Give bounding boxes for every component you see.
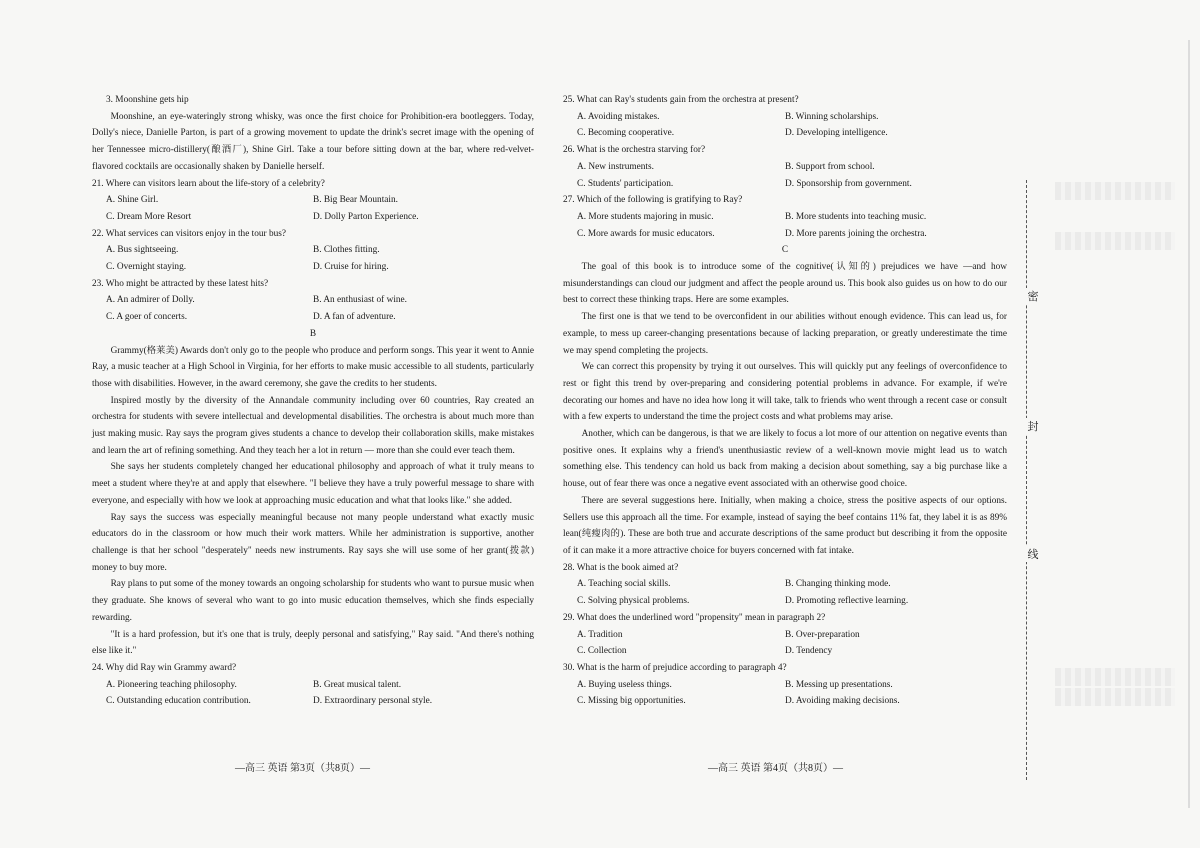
page-footer-left: —高三 英语 第3页（共8页）— [235,763,370,774]
question-28: 28. What is the book aimed at? [563,562,679,573]
option-d: D. Sponsorship from government. [785,178,912,189]
option-b: B. An enthusiast of wine. [313,295,407,306]
page-footer-right: —高三 英语 第4页（共8页）— [708,763,843,774]
option-a: A. Buying useless things. [577,679,672,690]
passage-paragraph: Moonshine, an eye-wateringly strong whisky, was once the first choice for Prohibition-era bootleggers. Today, Dolly's niece, Danielle Parton, is part of a growing movement to update the drink's secret image with the opening of her Tennessee micro-distillery(酿酒厂), Shine Girl. Take a tour before sitting down at the bar, where red-velvet-flavored cocktails are occasionally shaken by Danielle herself. [92,111,534,172]
passage-paragraph: Another, which can be dangerous, is that we are likely to focus a lot more of our attention on negative events than positive ones. It explains why a friend's unenthusiastic review of a well-known movie might lead us to watch something else. This tendency can hold us back from making a decision about something, say a big purchase like a house, out of fear there was once a negative event associated with an otherwise good choice. [563,429,1007,490]
option-c: C. Overnight staying. [106,262,187,273]
option-b: B. Messing up presentations. [785,679,893,690]
options-row [92,677,534,694]
option-a: A. New instruments. [577,161,654,172]
left-column [92,92,534,710]
options-row [563,593,1007,610]
option-c: C. Outstanding education contribution. [106,696,251,707]
option-c: C. Students' participation. [577,178,674,189]
right-column [563,92,1007,710]
question-29: 29. What does the underlined word "propensity" mean in paragraph 2? [563,612,826,623]
option-d: D. Extraordinary personal style. [313,696,433,707]
option-b: B. More students into teaching music. [785,211,927,222]
options-row [92,209,534,226]
options-row [92,259,534,276]
options-row [563,693,1007,710]
passage-paragraph: There are several suggestions here. Initially, when making a choice, stress the positive aspects of our options. Sellers use this approach all the time. For example, instead of saying the beef contains 11% fat, they label it is as 89% lean(纯瘦肉的). These are both true and accurate descriptions of the same product but describing it from the opposite of it can make it a more attractive choice for buyers concerned with fat intake. [563,495,1007,556]
option-d: D. Tendency [785,646,833,657]
option-d: D. Cruise for hiring. [313,262,389,273]
question-23: 23. Who might be attracted by these latest hits? [92,278,269,289]
question-25: 25. What can Ray's students gain from the orchestra at present? [563,95,799,105]
question-30: 30. What is the harm of prejudice according to paragraph 4? [563,662,787,673]
option-a: A. Tradition [577,629,623,640]
scan-shading [1055,668,1175,686]
options-row [92,242,534,259]
options-row [92,292,534,309]
binding-line [1026,180,1041,780]
binding-char-line: 线 [1026,546,1040,562]
options-row [563,677,1007,694]
option-d: D. Promoting reflective learning. [785,596,909,607]
options-row [92,192,534,209]
page-edge [1188,40,1190,808]
question-24: 24. Why did Ray win Grammy award? [92,662,237,673]
passage-paragraph: Ray says the success was especially meaningful because not many people understand what exactly music educators do in the classroom or how much their work matters. While her administration is supportive, another challenge is that her school "desperately" needs new instruments. Ray says she will use some of her grant(拨款) money to buy more. [92,512,534,573]
option-d: D. Avoiding making decisions. [785,696,900,707]
option-a: A. Teaching social skills. [577,579,671,590]
option-b: B. Clothes fitting. [313,245,380,256]
options-row [563,159,1007,176]
text-heading: 3. Moonshine gets hip [106,95,189,105]
option-d: D. Developing intelligence. [785,128,888,139]
options-row [563,576,1007,593]
options-row [92,309,534,326]
option-b: B. Over-preparation [785,629,860,640]
option-d: D. Dolly Parton Experience. [313,211,419,222]
option-a: A. More students majoring in music. [577,211,714,222]
scan-shading [1055,182,1175,200]
question-26: 26. What is the orchestra starving for? [563,145,706,156]
option-c: C. Missing big opportunities. [577,696,686,707]
passage-paragraph: "It is a hard profession, but it's one that is truly, deeply personal and satisfying," Ray said. "And there's nothing else like it." [92,629,534,657]
passage-paragraph: The goal of this book is to introduce some of the cognitive(认知的) prejudices we have —and how misunderstandings can cloud our judgment and affect the people around us. This book also guides us on how to do our best to correct these thinking traps. Here are some examples. [563,262,1007,306]
question-27: 27. Which of the following is gratifying to Ray? [563,195,743,206]
option-c: C. More awards for music educators. [577,228,715,239]
passage-paragraph: We can correct this propensity by trying it out ourselves. This will quickly put any feelings of overconfidence to rest or fight this trend by over-preparing and considering potential problems in advance. For example, if we're decorating our homes and have no idea how long it will take, talk to friends who went through a recent case or consult with a few experts to understand the time the project costs and what problems may arise. [563,362,1007,423]
option-b: B. Support from school. [785,161,875,172]
question-22: 22. What services can visitors enjoy in the tour bus? [92,228,286,239]
passage-paragraph: Grammy(格莱美) Awards don't only go to the people who produce and perform songs. This year it went to Annie Ray, a music teacher at a High School in Virginia, for her efforts to make music accessible to all students, particularly those with disabilities. However, in the award ceremony, she gave the credits to her students. [92,345,534,389]
option-a: A. Avoiding mistakes. [577,111,660,122]
options-row [563,125,1007,142]
option-b: B. Winning scholarships. [785,111,879,122]
scan-shading [1055,688,1175,706]
option-d: D. A fan of adventure. [313,312,396,323]
option-c: C. Solving physical problems. [577,596,690,607]
option-d: D. More parents joining the orchestra. [785,228,927,239]
options-row [563,643,1007,660]
option-a: A. Pioneering teaching philosophy. [106,679,237,690]
options-row [563,627,1007,644]
options-row [563,176,1007,193]
option-c: C. Dream More Resort [106,211,192,222]
passage-paragraph: Ray plans to put some of the money towards an ongoing scholarship for students who want to pursue music when they graduate. She knows of several who want to go into music education themselves, which she finds especially rewarding. [92,579,534,623]
options-row [563,109,1007,126]
option-c: C. Collection [577,646,627,657]
binding-char-seal: 密 [1026,288,1040,304]
passage-paragraph: Inspired mostly by the diversity of the Annandale community including over 60 countries, Ray created an orchestra for students with severe intellectual and developmental disabilities. The orchestra is about much more than just making music. Ray says the program gives students a chance to develop their collaboration skills, make mistakes and learn the art of refining something. And they teach her a lot in return — more than she could ever teach them. [92,395,534,456]
section-heading-c: C [781,245,789,256]
option-a: A. Bus sightseeing. [106,245,179,256]
options-row [563,226,1007,243]
option-a: A. Shine Girl. [106,195,159,206]
option-b: B. Changing thinking mode. [785,579,891,590]
option-c: C. Becoming cooperative. [577,128,675,139]
question-21: 21. Where can visitors learn about the life-story of a celebrity? [92,178,325,189]
option-c: C. A goer of concerts. [106,312,188,323]
option-a: A. An admirer of Dolly. [106,295,195,306]
passage-paragraph: She says her students completely changed her educational philosophy and approach of what it truly means to meet a student where they're at and apply that elsewhere. "I believe they have a truly powerful message to share with everyone, and especially with how we look at approaching music education and what that looks like." she added. [92,462,534,506]
passage-paragraph: The first one is that we tend to be overconfident in our abilities without enough evidence. This can lead us, for example, to mess up career-changing presentations because of lacking preparation, or greatly underestimate the time we may spend completing the projects. [563,312,1007,356]
option-b: B. Great musical talent. [313,679,402,690]
options-row [563,209,1007,226]
scan-shading [1055,232,1175,250]
binding-char-seal: 封 [1026,418,1040,434]
options-row [92,693,534,710]
section-heading-b: B [309,328,317,339]
option-b: B. Big Bear Mountain. [313,195,398,206]
